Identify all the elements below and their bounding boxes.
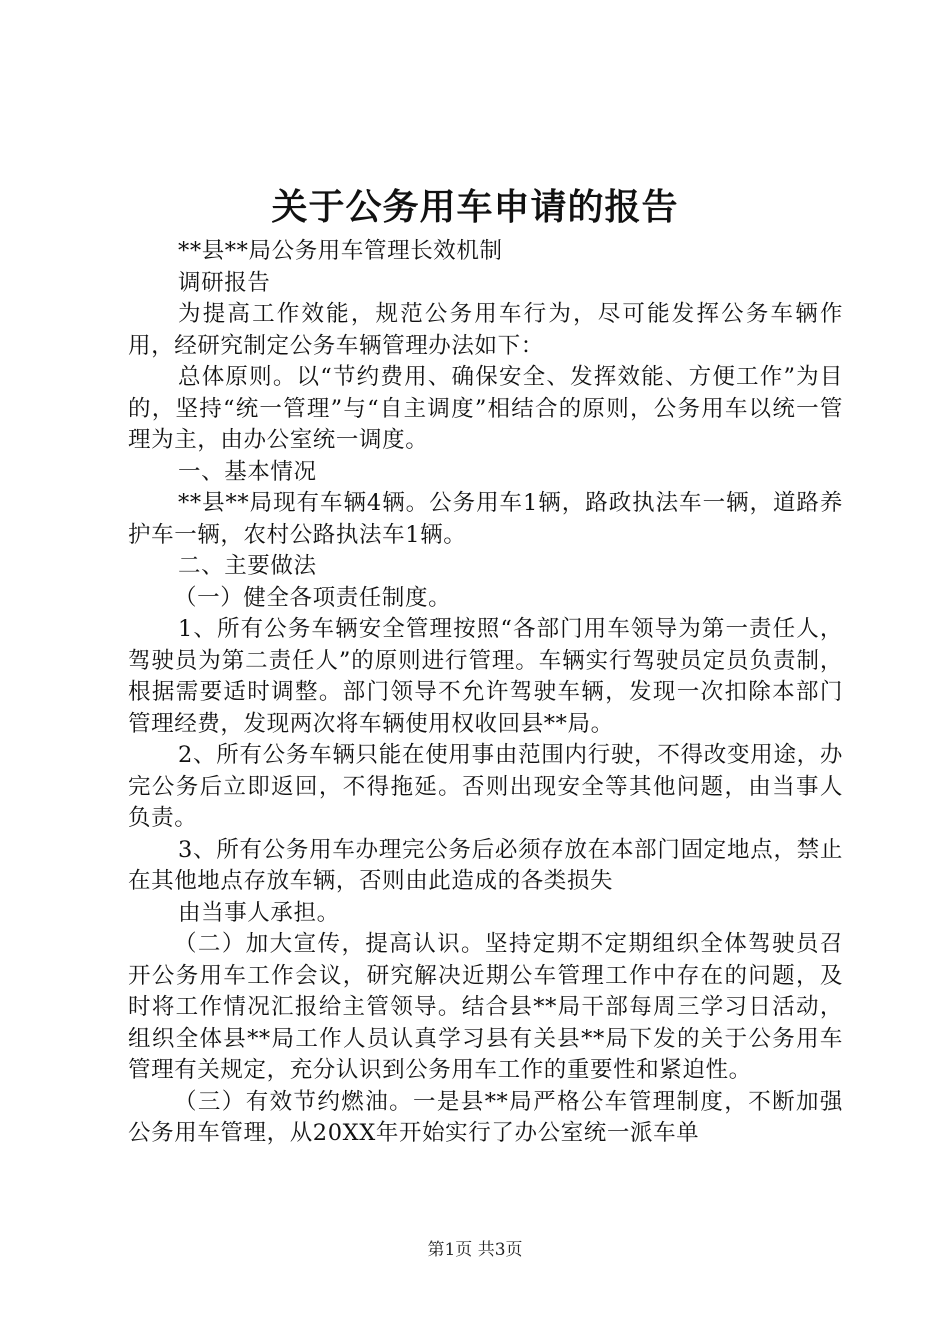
paragraph-basic: **县**局现有车辆4辆。公务用车1辆，路政执法车一辆，道路养护车一辆，农村公路执法车1辆。 — [128, 490, 843, 548]
document-title: 关于公务用车申请的报告 — [271, 187, 679, 228]
paragraph-subtitle-2: 调研报告 — [178, 269, 271, 296]
section-heading-basic: 一、基本情况 — [178, 458, 317, 485]
subsection-heading-1: （一）健全各项责任制度。 — [174, 584, 452, 611]
paragraph-publicity: （二）加大宣传，提高认识。坚持定期不定期组织全体驾驶员召开公务用车工作会议，研究解决近期公车管理工作中存在的问题，及时将工作情况汇报给主管领导。结合县**局干部每周三学习日活动，组织全体县**局工作人员认真学习县有关县**局下发的关于公务用车管理有关规定，充分认识到公务用车工作的重要性和紧迫性。 — [128, 931, 843, 1083]
paragraph-intro: 为提高工作效能，规范公务用车行为，尽可能发挥公务车辆作用，经研究制定公务车辆管理办法如下： — [128, 301, 843, 359]
document-body — [128, 236, 843, 1150]
section-heading-methods: 二、主要做法 — [178, 553, 317, 579]
page-number: 第1页 共3页 — [427, 1240, 523, 1260]
paragraph-principle: 总体原则。以“节约费用、确保安全、发挥效能、方便工作”为目的，坚持“统一管理”与“自主调度”相结合的原则，公务用车以统一管理为主，由办公室统一调度。 — [128, 364, 843, 453]
paragraph-rule-2: 2、所有公务车辆只能在使用事由范围内行驶，不得改变用途，办完公务后立即返回，不得拖延。否则出现安全等其他问题，由当事人负责。 — [128, 742, 843, 831]
paragraph-subtitle-1: **县**局公务用车管理长效机制 — [178, 238, 503, 264]
paragraph-rule-3: 3、所有公务用车办理完公务后必须存放在本部门固定地点，禁止在其他地点存放车辆，否则由此造成的各类损失 — [128, 836, 843, 894]
paragraph-rule-3-cont: 由当事人承担。 — [178, 899, 340, 926]
paragraph-fuel: （三）有效节约燃油。一是县**局严格公车管理制度，不断加强公务用车管理，从20XX年开始实行了办公室统一派车单 — [128, 1088, 843, 1146]
paragraph-rule-1: 1、所有公务车辆安全管理按照“各部门用车领导为第一责任人，驾驶员为第二责任人”的原则进行管理。车辆实行驾驶员定员负责制，根据需要适时调整。部门领导不允许驾驶车辆，发现一次扣除本部门管理经费，发现两次将车辆使用权收回县**局。 — [128, 616, 843, 737]
